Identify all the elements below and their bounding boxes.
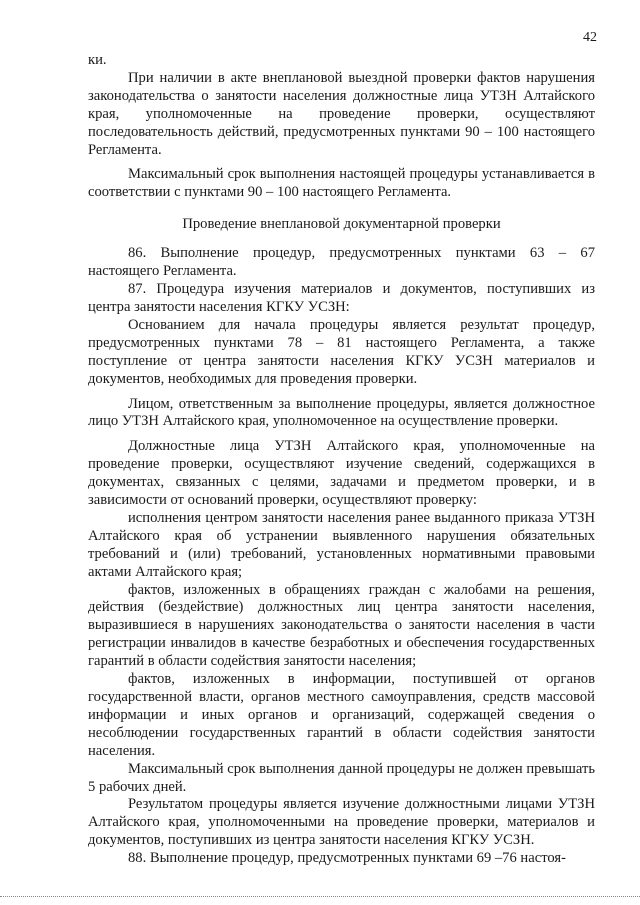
- paragraph-item-86: 86. Выполнение процедур, предусмотренных пунктами 63 – 67 настоящего Регламента.: [88, 245, 595, 280]
- paragraph-item-88: 88. Выполнение процедур, предусмотренных пунктами 69 –76 настоя-: [128, 850, 566, 867]
- scan-edge-line: [0, 896, 640, 897]
- list-item: фактов, изложенных в информации, поступившей от органов государственной власти, органов местного самоуправления, средств массовой информации и иных органов и организаций, содержащей сведения о несоблюдении государственных гарантий в области содействия занятости населения.: [88, 671, 595, 759]
- paragraph: Результатом процедуры является изучение должностными лицами УТЗН Алтайского края, уполномоченными на проведение проверки, материалов и документов, поступивших из центра занятости населения КГКУ УСЗН.: [88, 796, 595, 849]
- list-item: фактов, изложенных в обращениях граждан с жалобами на решения, действия (бездействие) должностных лиц центра занятости населения, выразившиеся в нарушениях законодательства о занятости населения в части регистрации инвалидов в качестве безработных и обеспечения государственных гарантий в области содействия занятости населения;: [88, 581, 595, 670]
- paragraph-continuation: ки.: [88, 52, 107, 68]
- paragraph: Должностные лица УТЗН Алтайского края, уполномоченные на проведение проверки, осуществляют изучение сведений, содержащихся в документах, связанных с целями, задачами и предметом проверки, и в зависимости от оснований проверки, осуществляют проверку:: [88, 438, 595, 509]
- paragraph: Лицом, ответственным за выполнение процедуры, является должностное лицо УТЗН Алтайского края, уполномоченное на осуществление проверки.: [88, 395, 595, 430]
- document-body: [88, 52, 595, 868]
- paragraph-item-87: 87. Процедура изучения материалов и документов, поступивших из центра занятости населения КГКУ УСЗН:: [88, 281, 595, 315]
- paragraph: При наличии в акте внеплановой выездной проверки фактов нарушения законодательства о занятости населения должностные лица УТЗН Алтайского края, уполномоченные на проведение проверки, осуществляют последовательность действий, предусмотренных пунктами 90 – 100 настоящего Регламента.: [88, 69, 595, 158]
- paragraph: Основанием для начала процедуры является результат процедур, предусмотренных пунктами 78 – 81 настоящего Регламента, а также поступление от центра занятости населения КГКУ УСЗН материалов и документов, необходимых для проведения проверки.: [88, 316, 595, 387]
- paragraph: Максимальный срок выполнения настоящей процедуры устанавливается в соответствии с пунктами 90 – 100 настоящего Регламента.: [88, 166, 595, 201]
- paragraph: Максимальный срок выполнения данной процедуры не должен превышать 5 рабочих дней.: [88, 760, 595, 795]
- page-number: 42: [583, 30, 597, 45]
- section-heading: Проведение внеплановой документарной проверки: [182, 216, 501, 233]
- list-item: исполнения центром занятости населения ранее выданного приказа УТЗН Алтайского края об устранении выявленного нарушения обязательных требований и (или) требований, установленных нормативными правовыми актами Алтайского края;: [88, 509, 595, 580]
